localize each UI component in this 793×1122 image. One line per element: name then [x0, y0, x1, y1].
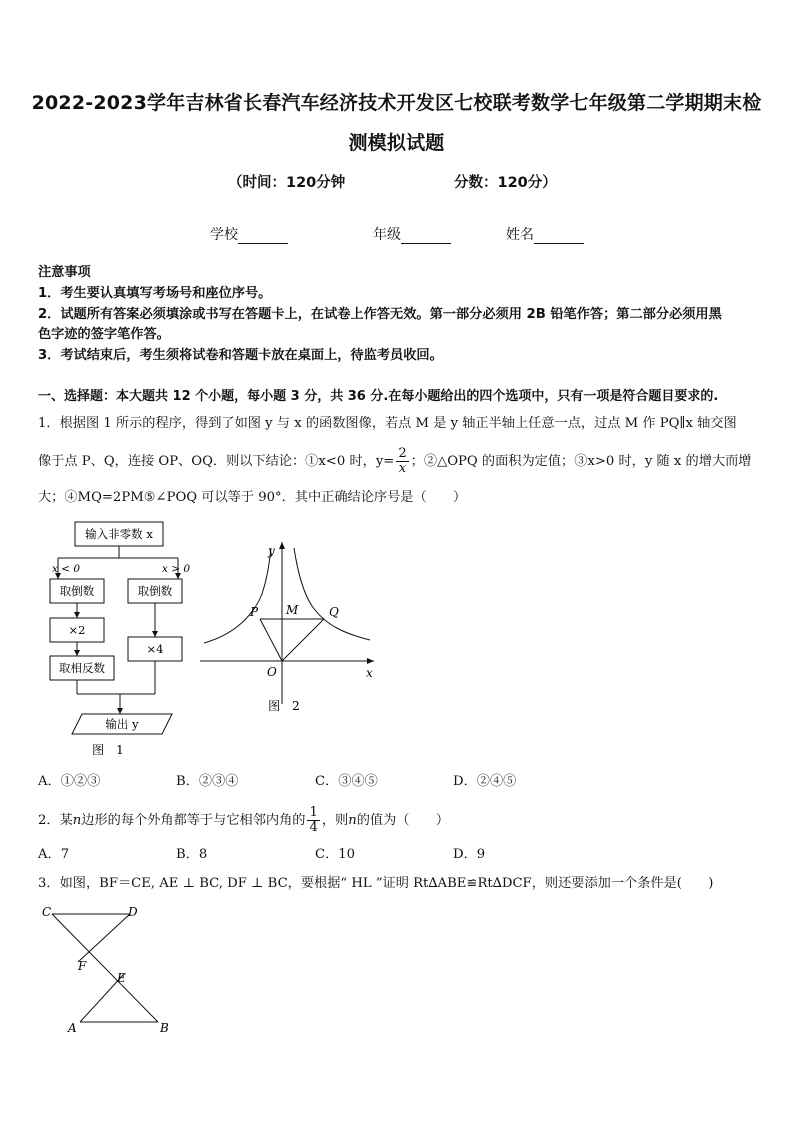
q2-option-b[interactable]: B．8 — [176, 847, 208, 862]
label-b: B — [160, 1021, 169, 1035]
figure3-triangles — [38, 902, 188, 1040]
q2-text-b: 边形的每个外角都等于与它相邻内角的 — [81, 813, 306, 828]
label-d: D — [128, 905, 138, 919]
notes-item-2a: 2．试题所有答案必须填涂或书写在答题卡上，在试卷上作答无效。第一部分必须用 2B 铅笔作答；第二部分必须用黑 — [38, 307, 722, 322]
school-blank — [238, 229, 288, 244]
q1-option-d[interactable]: D．②④⑤ — [453, 774, 517, 789]
q1-line1: 1．根据图 1 所示的程序，得到了如图 y 与 x 的函数图像，若点 M 是 y 轴正半轴上任意一点，过点 M 作 PQ∥x 轴交图 — [38, 416, 737, 431]
q2-n2: n — [348, 813, 357, 828]
label-q: Q — [329, 605, 339, 619]
q1-line2-b: ；②△OPQ 的面积为定值；③x>0 时，y 随 x 的增大而增 — [410, 454, 752, 469]
label-a: A — [68, 1021, 77, 1035]
grade-label: 年级 — [373, 227, 401, 243]
q2-stem — [38, 806, 449, 835]
q2-frac-num: 1 — [309, 805, 318, 820]
notes-heading: 注意事项 — [38, 265, 91, 280]
q2-text-c: ，则 — [321, 813, 349, 828]
grade-field — [373, 224, 451, 244]
name-blank — [534, 229, 584, 244]
q1-line3: 大；④MQ=2PM⑤∠POQ 可以等于 90°．其中正确结论序号是（ ） — [38, 490, 467, 505]
exam-title-line2: 测模拟试题 — [348, 132, 445, 154]
q1-option-c[interactable]: C．③④⑤ — [315, 774, 378, 789]
label-y: y — [268, 544, 275, 558]
q3-stem: 3．如图，BF＝CE, AE ⊥ BC, DF ⊥ BC，要根据“ HL ”证明 Rt∆ABE≌Rt∆DCF，则还要添加一个条件是( ) — [38, 876, 714, 891]
notes-item-1: 1．考生要认真填写考场号和座位序号。 — [38, 286, 272, 301]
q1-option-a[interactable]: A．①②③ — [38, 774, 101, 789]
label-e: E — [117, 971, 126, 985]
exam-time: （时间：120分钟 — [228, 175, 346, 191]
exam-score: 分数：120分） — [454, 175, 557, 191]
q2-option-a[interactable]: A．7 — [38, 847, 70, 862]
figure1-flowchart — [40, 518, 210, 762]
q1-fraction — [396, 447, 408, 476]
notes-item-2b: 色字迹的签字笔作答。 — [38, 327, 170, 342]
q2-frac-den: 4 — [309, 820, 318, 835]
school-field — [210, 224, 288, 244]
label-f: F — [78, 959, 87, 973]
exam-title-line1: 2022-2023学年吉林省长春汽车经济技术开发区七校联考数学七年级第二学期期末检 — [31, 92, 762, 114]
q2-text-a: 2．某 — [38, 813, 73, 828]
school-label: 学校 — [210, 227, 238, 243]
segment-cb — [52, 914, 158, 1022]
section-heading: 一、选择题：本大题共 12 个小题，每小题 3 分，共 36 分.在每小题给出的四个选项中，只有一项是符合题目要求的. — [38, 389, 719, 404]
fc-cond-right: x > 0 — [162, 563, 191, 575]
figure2-graph — [196, 534, 382, 718]
q2-text-d: 的值为（ ） — [356, 813, 450, 828]
label-p: P — [250, 605, 259, 619]
fc-negate: 取相反数 — [59, 661, 105, 675]
label-c: C — [42, 905, 52, 919]
name-field — [506, 224, 584, 244]
left-curve — [204, 548, 271, 643]
grade-blank — [401, 229, 451, 244]
q1-option-b[interactable]: B．②③④ — [176, 774, 239, 789]
op-segment — [260, 619, 282, 661]
label-o: O — [267, 665, 277, 679]
figure2-caption: 图 2 — [268, 699, 300, 713]
fc-recip-left: 取倒数 — [59, 584, 95, 598]
fc-cond-left: x < 0 — [52, 563, 81, 575]
fc-output: 输出 y — [105, 717, 139, 731]
q2-option-c[interactable]: C．10 — [315, 847, 356, 862]
fc-times2: ×2 — [68, 623, 86, 637]
q2-n1: n — [72, 813, 82, 828]
q1-frac-den: x — [398, 461, 407, 476]
fc-recip-right: 取倒数 — [137, 584, 173, 598]
right-curve — [294, 548, 370, 640]
q1-line2-a: 像于点 P、Q，连接 OP、OQ．则以下结论：①x<0 时，y= — [38, 454, 395, 469]
q2-option-d[interactable]: D．9 — [453, 847, 486, 862]
segment-df — [78, 914, 130, 962]
fc-times4: ×4 — [146, 642, 164, 656]
q1-line2 — [38, 447, 751, 476]
q2-fraction — [307, 806, 319, 835]
oq-segment — [282, 619, 324, 661]
q1-frac-num: 2 — [398, 446, 407, 461]
name-label: 姓名 — [506, 227, 534, 243]
fc-input-label: 输入非零数 x — [85, 527, 153, 541]
notes-item-3: 3．考试结束后，考生须将试卷和答题卡放在桌面上，待监考员收回。 — [38, 348, 443, 363]
figure1-caption: 图 1 — [92, 743, 124, 757]
label-x: x — [366, 666, 373, 680]
label-m: M — [286, 603, 299, 617]
